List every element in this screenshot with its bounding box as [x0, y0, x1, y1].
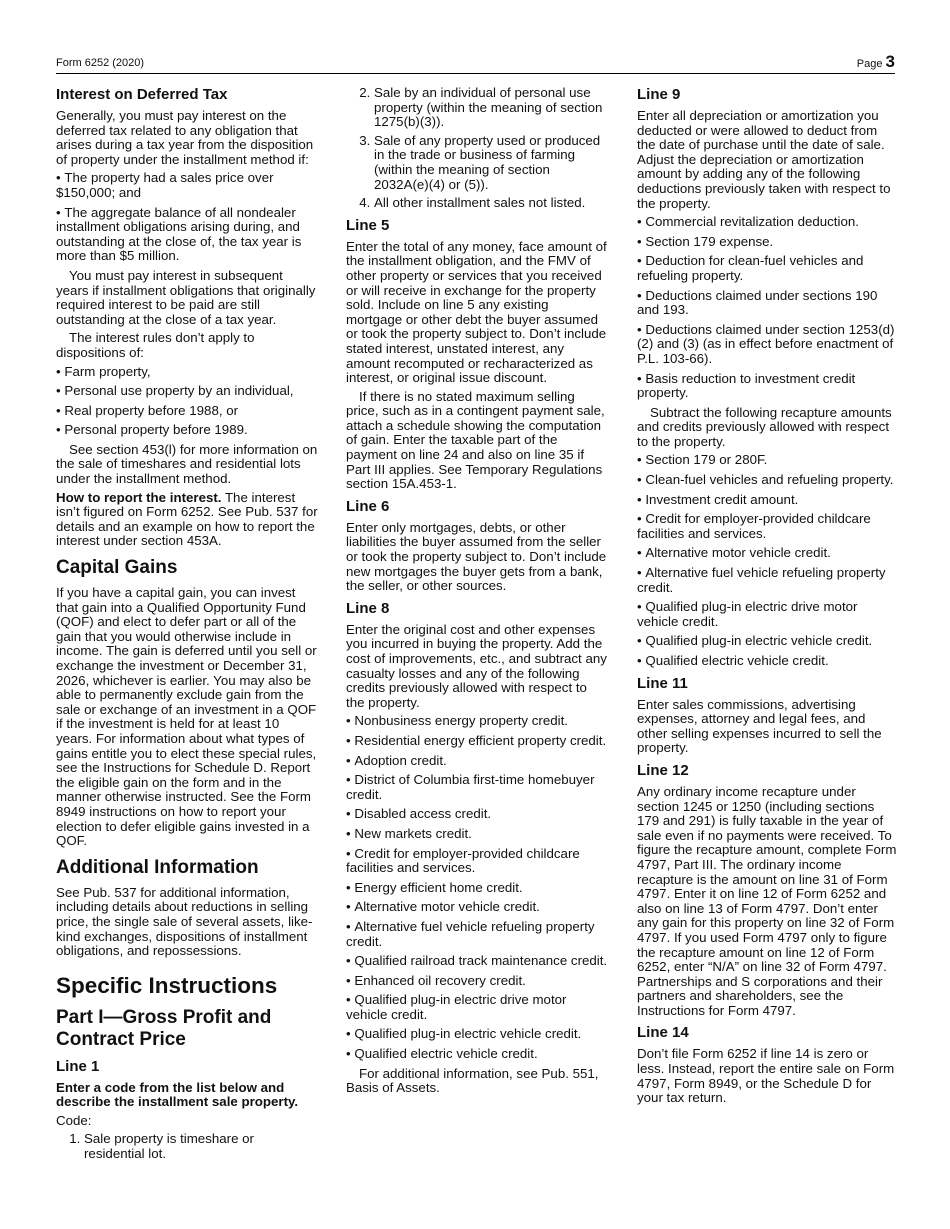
list-item: 3. Sale of any property used or produced in the trade or business of farming (within the meaning of section 2032A(e)(4) or (5)). — [374, 134, 608, 192]
bullet-item: • Credit for employer-provided childcare facilities and services. — [637, 512, 899, 541]
paragraph: Subtract the following recapture amounts and credits previously allowed with respect to the property. — [637, 404, 892, 449]
paragraph: Enter the total of any money, face amount of the installment obligation, and the FMV of other property or services that you received or will receive in exchange for the property sold. Include on line 5 any existing mortgage or other debt the buyer assumed or took the property subject to. Don’t include stated interest, unstated interest, any amount recomputed or recharacterized as interest, or original issue discount. — [346, 238, 607, 386]
column-3 — [637, 86, 899, 1110]
bullet-item: • District of Columbia first-time homebuyer credit. — [346, 773, 608, 802]
heading-line-14: Line 14 — [637, 1024, 689, 1042]
paragraph: The interest rules don’t apply to dispositions of: — [56, 330, 255, 360]
run-in-heading: How to report the interest. — [56, 489, 222, 505]
list-item: 1. Sale property is timeshare or residential lot. — [84, 1132, 318, 1161]
bullet-item: • Basis reduction to investment credit property. — [637, 372, 899, 401]
heading-line-11: Line 11 — [637, 674, 688, 692]
bullet-item: • Clean-fuel vehicles and refueling property. — [637, 473, 899, 488]
bullet-item: • The property had a sales price over $150,000; and — [56, 171, 318, 200]
bullet-item: • The aggregate balance of all nondealer installment obligations arising during, and outstanding at the close of, the tax year is more than $5 million. — [56, 206, 318, 264]
heading-part-1: Part I—Gross Profit and Contract Price — [56, 1006, 272, 1050]
bullet-item: • Commercial revitalization deduction. — [637, 215, 899, 230]
paragraph-bold: Enter a code from the list below and describe the installment sale property. — [56, 1079, 299, 1110]
paragraph: Generally, you must pay interest on the deferred tax related to any obligation that arises during a tax year from the disposition of property under the installment method if: — [56, 108, 314, 167]
form-identifier: Form 6252 (2020) — [56, 57, 145, 69]
bullet-item: • Qualified railroad track maintenance credit. — [346, 954, 608, 969]
heading-line-8: Line 8 — [346, 599, 390, 617]
header-rule — [56, 73, 895, 74]
bullet-item: • Farm property, — [56, 365, 318, 380]
paragraph: Enter all depreciation or amortization you deducted or were allowed to deduct from the date of purchase until the date of sale. Adjust the depreciation or amortization amount by adding any of the following deductions previously taken with respect to the property. — [637, 108, 891, 211]
bullet-item: • Credit for employer-provided childcare facilities and services. — [346, 847, 608, 876]
column-1 — [56, 86, 318, 1168]
code-label: Code: — [56, 1112, 92, 1128]
list-item: 4. All other installment sales not listed. — [374, 196, 608, 211]
bullet-item: • Disabled access credit. — [346, 807, 608, 822]
paragraph: Any ordinary income recapture under section 1245 or 1250 (including sections 179 and 291) is fully taxable in the year of sale even if no payments were received. To figure the recapture amount, complete Form 4797, Part III. The ordinary income recapture is the amount on line 31 of Form 4797. Enter it on line 12 of Form 6252 and also on line 13 of Form 4797. Don’t enter any gain for this property on line 32 of Form 4797. If you used Form 4797 only to figure the recapture amount on line 12 of Form 6252, enter “N/A” on line 32 of Form 4797. Partnerships and S corporations and their partners and shareholders, see the Instructions for Form 4797. — [637, 783, 897, 1018]
bullet-item: • Section 179 or 280F. — [637, 453, 899, 468]
paragraph: You must pay interest in subsequent years if installment obligations that originally required interest to be paid are still outstanding at the close of a tax year. — [56, 267, 316, 327]
bullet-item: • Alternative motor vehicle credit. — [637, 546, 899, 561]
credits-list — [346, 714, 608, 1061]
paragraph: Enter sales commissions, advertising expenses, attorney and legal fees, and other selling expenses incurred to sell the property. — [637, 696, 882, 756]
heading-capital-gains: Capital Gains — [56, 557, 178, 579]
column-2 — [346, 86, 608, 1100]
page-number-value: 3 — [885, 52, 895, 71]
paragraph: Enter the original cost and other expenses you incurred in buying the property. Add the cost of improvements, etc., and subtract any casualty losses and any of the following credits previously allowed with respect to the property. — [346, 621, 607, 710]
bullet-item: • Enhanced oil recovery credit. — [346, 974, 608, 989]
page-label: Page — [856, 58, 883, 70]
bullet-item: • Qualified plug-in electric vehicle credit. — [637, 634, 899, 649]
bullet-item: • Deductions claimed under section 1253(d)(2) and (3) (as in effect before enactment of P.L. 103-66). — [637, 323, 899, 367]
heading-additional-information: Additional Information — [56, 856, 259, 878]
heading-line-1: Line 1 — [56, 1057, 100, 1075]
bullet-item: • Investment credit amount. — [637, 493, 899, 508]
paragraph-text: The interest isn’t figured on Form 6252. See Pub. 537 for details and an example on how to report the interest under section 453A. — [56, 489, 318, 549]
bullet-item: • Qualified plug-in electric drive motor vehicle credit. — [637, 600, 899, 629]
heading-line-5: Line 5 — [346, 216, 390, 234]
bullet-item: • Section 179 expense. — [637, 235, 899, 250]
paragraph: See section 453(l) for more information on the sale of timeshares and residential lots under the installment method. — [56, 441, 318, 487]
bullet-item: • Alternative motor vehicle credit. — [346, 900, 608, 915]
paragraph: For additional information, see Pub. 551, Basis of Assets. — [346, 1065, 599, 1096]
heading-specific-instructions: Specific Instructions — [56, 972, 278, 998]
bullet-item: • Qualified plug-in electric vehicle credit. — [346, 1027, 608, 1042]
heading-line-12: Line 12 — [637, 761, 689, 779]
paragraph: Enter only mortgages, debts, or other liabilities the buyer assumed from the seller or took the property subject to. Don’t include new mortgages the buyer gets from a bank, the seller, or other sources. — [346, 519, 607, 594]
bullet-item: • Deduction for clean-fuel vehicles and refueling property. — [637, 254, 899, 283]
bullet-item: • Alternative fuel vehicle refueling property credit. — [346, 920, 608, 949]
heading-line-6: Line 6 — [346, 497, 390, 515]
bullet-item: • Qualified electric vehicle credit. — [637, 654, 899, 669]
recapture-list — [637, 453, 899, 668]
bullet-item: • Nonbusiness energy property credit. — [346, 714, 608, 729]
paragraph: Don’t file Form 6252 if line 14 is zero or less. Instead, report the entire sale on Form 4797, Form 8949, or the Schedule D for your tax return. — [637, 1046, 895, 1106]
heading-interest-deferred-tax: Interest on Deferred Tax — [56, 86, 228, 103]
bullet-item: • Deductions claimed under sections 190 and 193. — [637, 289, 899, 318]
code-list — [56, 1132, 318, 1161]
list-item: 2. Sale by an individual of personal use property (within the meaning of section 1275(b)(3)). — [374, 86, 608, 130]
bullet-item: • Residential energy efficient property credit. — [346, 734, 608, 749]
bullet-item: • Energy efficient home credit. — [346, 881, 608, 896]
bullet-item: • Alternative fuel vehicle refueling property credit. — [637, 566, 899, 595]
paragraph-report-interest — [56, 491, 318, 549]
bullet-item: • Personal property before 1989. — [56, 423, 318, 438]
bullet-item: • Adoption credit. — [346, 754, 608, 769]
paragraph: If there is no stated maximum selling price, such as in a contingent payment sale, attach a schedule showing the computation of gain. Enter the taxable part of the payment on line 24 and also on line 35 if Part III applies. See Temporary Regulations section 15A.453-1. — [346, 388, 605, 492]
heading-line-9: Line 9 — [637, 86, 681, 103]
bullet-item: • Real property before 1988, or — [56, 404, 318, 419]
bullet-item: • Qualified plug-in electric drive motor vehicle credit. — [346, 993, 608, 1022]
deductions-list — [637, 215, 899, 401]
bullet-item: • Qualified electric vehicle credit. — [346, 1047, 608, 1062]
paragraph: If you have a capital gain, you can invest that gain into a Qualified Opportunity Fund (QOF) and elect to defer part or all of the gain that you would otherwise include in income. The gain is deferred until you sell or exchange the investment or December 31, 2026, whichever is earlier. You may also be able to permanently exclude gain from the sale or exchange of an investment in a QOF if the investment is held for at least 10 years. For information about what types of gains entitle you to elect these special rules, see the Instructions for Schedule D. Report the eligible gain on the form and in the manner otherwise instructed. See the Form 8949 instructions on how to report your election to defer eligible gains invested in a QOF. — [56, 585, 317, 849]
code-list-continued — [346, 86, 608, 211]
bullet-item: • Personal use property by an individual, — [56, 384, 318, 399]
paragraph: See Pub. 537 for additional information, including details about reductions in selling price, the single sale of several assets, like-kind exchanges, dispositions of installment obligations, and repossessions. — [56, 884, 313, 959]
bullet-item: • New markets credit. — [346, 827, 608, 842]
page-number — [857, 52, 895, 72]
